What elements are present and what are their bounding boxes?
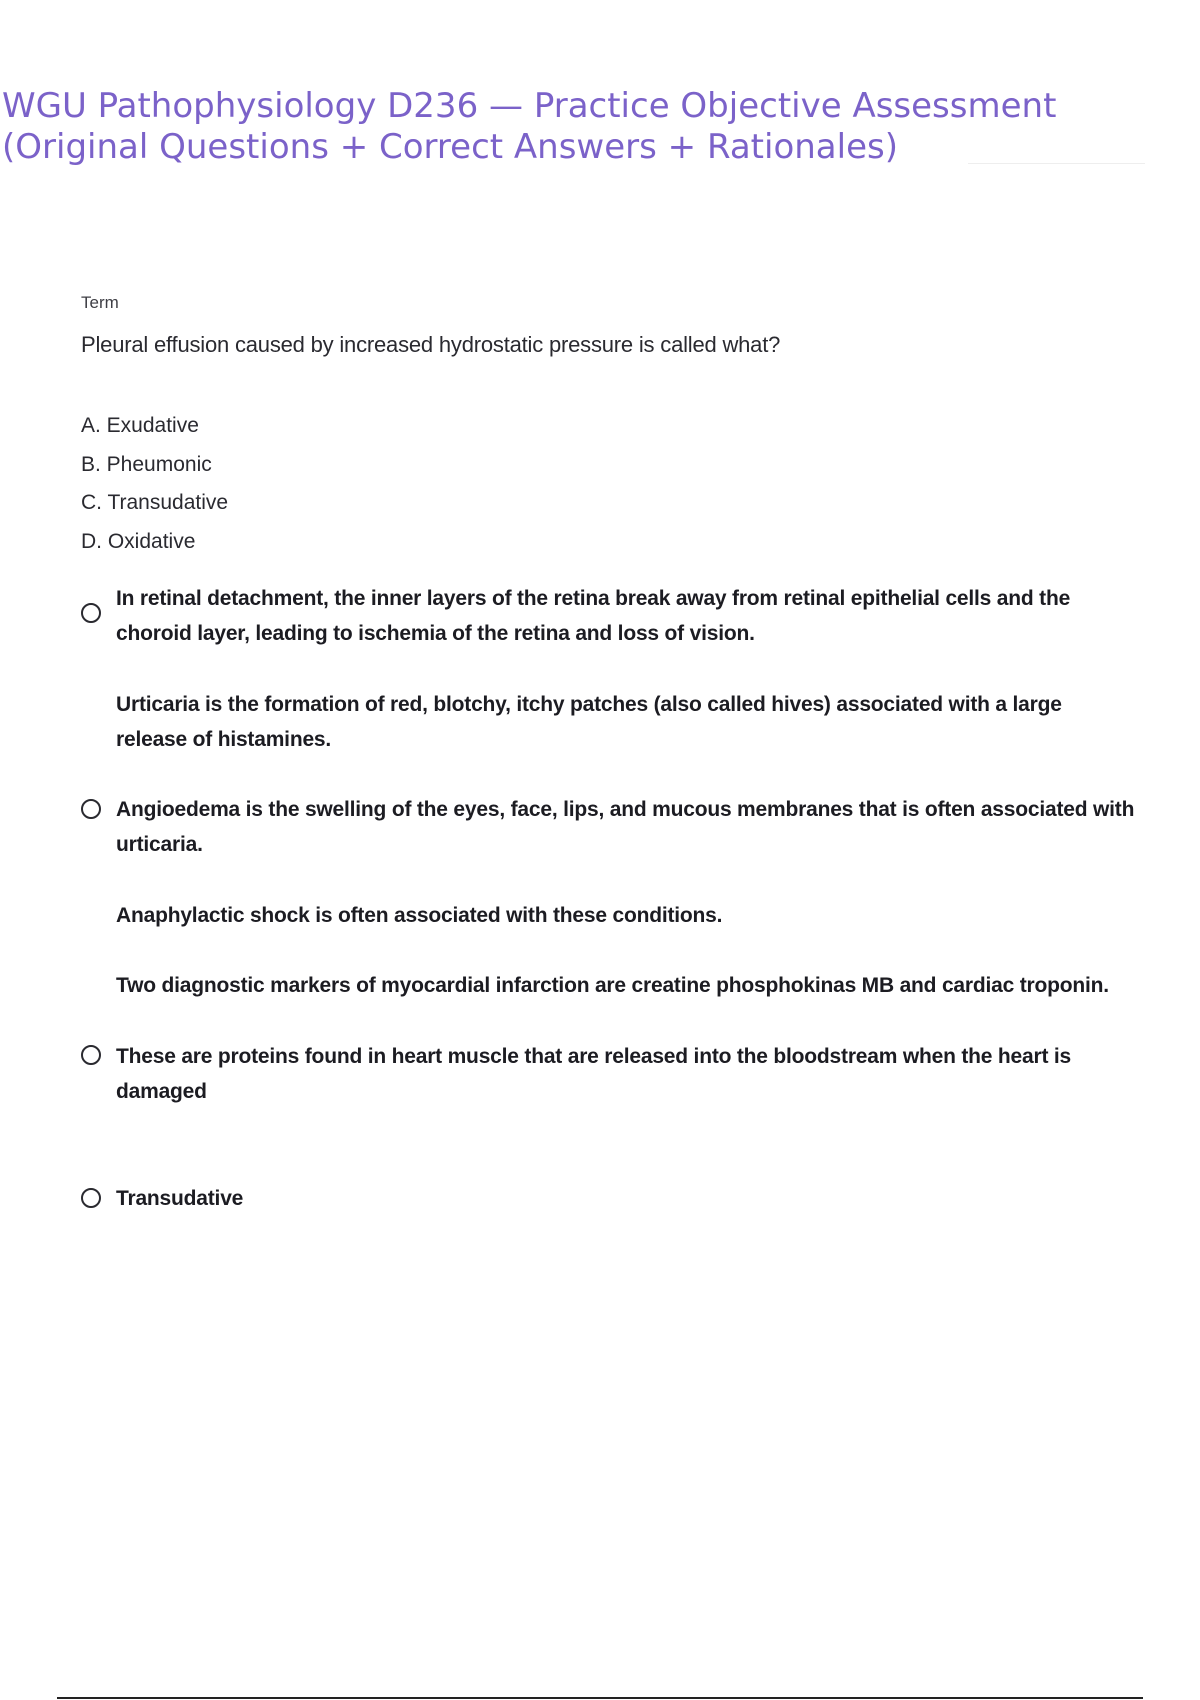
- answer-choice-4[interactable]: [116, 1181, 1136, 1216]
- answer-choice-3-text-1: Two diagnostic markers of myocardial infarction are creatine phosphokinas MB and cardiac troponin.: [116, 974, 1109, 997]
- title-divider: [968, 163, 1145, 164]
- answer-choice-1[interactable]: [116, 581, 1136, 757]
- question-text: Pleural effusion caused by increased hydrostatic pressure is called what?: [81, 332, 781, 357]
- answer-radio-4[interactable]: [81, 1188, 101, 1208]
- answer-radio-1[interactable]: [81, 603, 101, 623]
- answer-choice-3-text-2: These are proteins found in heart muscle that are released into the bloodstream when the heart is damaged: [116, 1045, 1071, 1103]
- answer-choice-4-text-1: Transudative: [116, 1187, 244, 1210]
- answer-choice-2[interactable]: [116, 792, 1136, 933]
- answer-choice-2-text-1: Angioedema is the swelling of the eyes, face, lips, and mucous membranes that is often associated with urticaria.: [116, 798, 1135, 856]
- page-bottom-divider: [57, 1697, 1143, 1699]
- option-b: B. Pheumonic: [81, 452, 212, 476]
- term-label: Term: [81, 293, 119, 312]
- option-d: D. Oxidative: [81, 529, 196, 553]
- answer-radio-3[interactable]: [81, 1045, 101, 1065]
- answer-radio-2[interactable]: [81, 799, 101, 819]
- option-c: C. Transudative: [81, 491, 229, 514]
- answer-choice-1-text-1: In retinal detachment, the inner layers of the retina break away from retinal epithelial cells and the choroid layer, leading to ischemia of the retina and loss of vision.: [116, 587, 1071, 645]
- option-a: A. Exudative: [81, 414, 199, 437]
- document-title: [2, 86, 1152, 168]
- document-title-line-2: (Original Questions + Correct Answers + Rationales): [2, 127, 898, 167]
- answer-choice-1-text-2: Urticaria is the formation of red, blotchy, itchy patches (also called hives) associated with a large release of histamines.: [116, 693, 1062, 751]
- question-options-list: [81, 407, 228, 561]
- answer-choice-3[interactable]: [116, 968, 1136, 1109]
- document-title-line-1: WGU Pathophysiology D236 — Practice Objective Assessment: [2, 86, 1057, 126]
- answer-choice-2-text-2: Anaphylactic shock is often associated with these conditions.: [116, 904, 723, 927]
